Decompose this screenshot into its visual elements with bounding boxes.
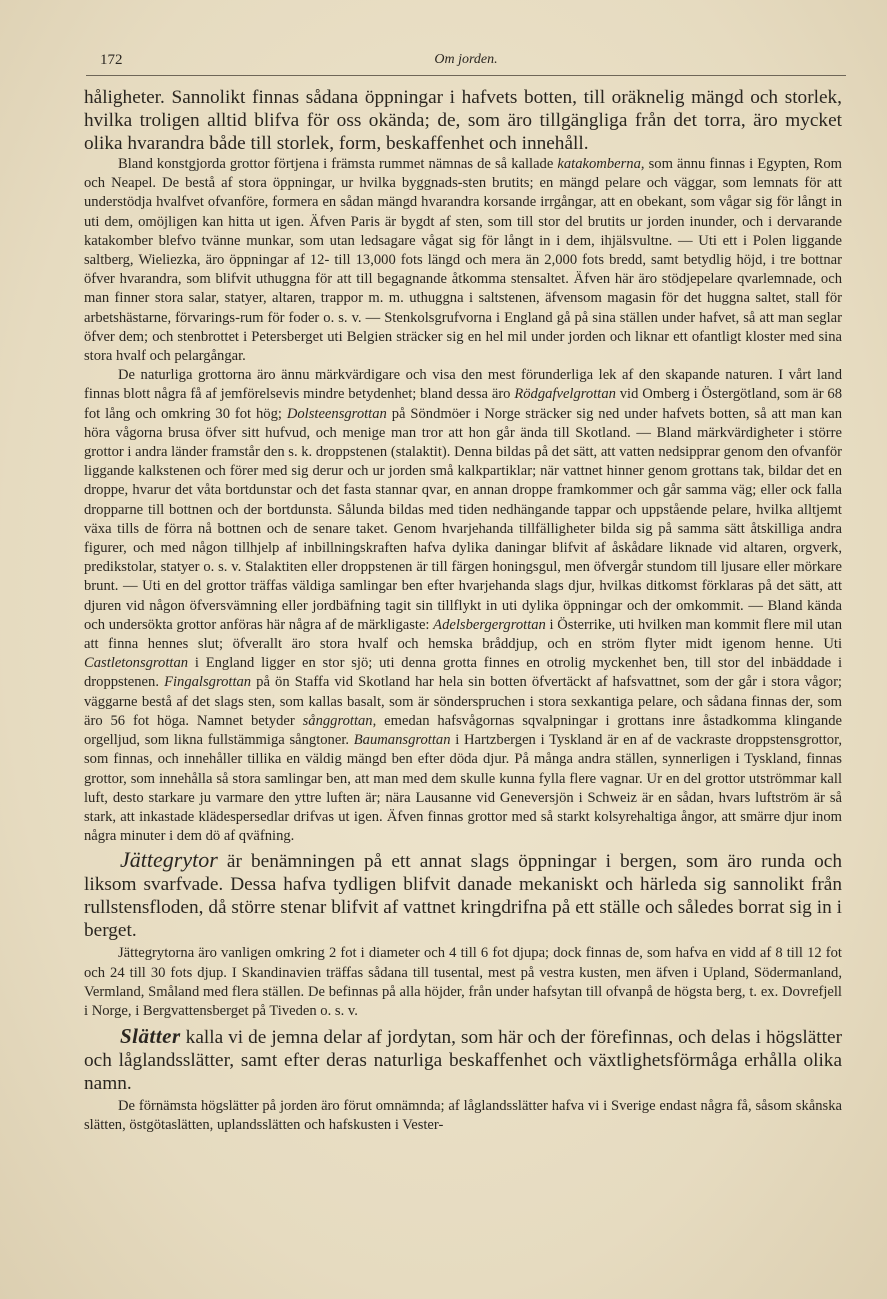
heading-slatter: Slätter [120, 1024, 181, 1049]
term-sanggrottan: sånggrottan [302, 712, 373, 729]
term-castletonsgrottan: Castletonsgrottan [84, 655, 189, 672]
paragraph-jattegrytor: Jättegrytor är benämningen på ett annat slags öppningar i bergen, som äro runda och liksom svarfvade. Dessa hafva tydligen blifvit danade mekaniskt och härleda sig sannolikt från rullstensfloden, då större stenar blifvit af vattnet kringdrifna på ett ställe och således borrat sig in i berget. [84, 847, 842, 942]
term-rodgafvelgrottan: Rödgafvelgrottan [514, 386, 616, 403]
running-title: Om jorden. [434, 52, 498, 67]
paragraph-naturliga-grottor: De naturliga grottorna äro ännu märkvärdigare och visa den mest förunderliga lek af den skapande naturen. I vårt land finnas blott några få af jemförelsevis mindre betydenhet; bland dessa äro Rödgafvelgrottan vid Omberg i Östergötland, som är 68 fot lång och omkring 30 fot hög; Dolsteensgrottan på Söndmöer i Norge sträcker sig ned under hafvets botten, så att man kan höra vågorna brusa öfver sitt hufvud, och menige man tror att hon går ända till Skotland. — Bland märkvärdigheter i större grottor i andra länder framstår den s. k. droppstenen (stalaktit). Denna bildas på det sätt, att vatten nedsipprar genom den ofvanför liggande kalkstenen och förer med sig derur och ur jorden små kalkpartiklar; när vattnet hinner genom grottans tak, bildar det en droppe, hvarur det våta bortdunstar och det fasta stannar qvar, en annan droppe framkommer och går samma väg; eller ock falla dropparne till bottnen och der bortdunsta. Sålunda bildas med tiden nedhängande tappar och uppstående pelare, hvilka alltjemt växa tills de förra nå bottnen och de senare taket. Genom hvarjehanda tillfälligheter bilda sig på samma sätt åtskilliga andra figurer, och med någon tillhjelp af inbillningskraften hafva dylika daningar blifvit af åskådare liknade vid altaren, orgverk, predikstolar, statyer o. s. v. Stalaktiten eller droppstenen är till färgen honingsgul, men öfvergår stundom till ljusare eller mörkare brunt. — Uti en del grottor träffas väldiga samlingar ben efter hvarjehanda slags djur, hvilkas ditkomst förklaras på det sätt, att djuren vid någon öfversvämning eller jordbäfning tagit sin tillflykt in uti dylika öppningar och der omkommit. — Bland kända och undersökta grottor anföras här några af de märkligaste: Adelsbergergrottan i Österrike, uti hvilken man kommit flere mil utan att finna hennes slut; öfverallt äro stora hvalf och hemska bråddjup, och en ström flyter midt igenom henne. Uti Castletonsgrottan i England ligger en stor sjö; uti denna grotta finnes en otrolig myckenhet ben, till stor del inbäddade i droppstenen. Fingalsgrottan på ön Staffa vid Skotland har hela sin botten öfvertäckt af hafsvattnet, som der går i stora vågor; väggarne bestå af det slags sten, som kallas basalt, som är sönderspruchen i stora sexkantiga pelare, och sådana finnas der, som äro 56 fot höga. Namnet betyder sånggrottan, emedan hafsvågornas sqvalpningar i grottans inre åstadkomma klingande orgelljud, som likna fullstämmiga sångtoner. Baumansgrottan i Hartzbergen i Tyskland är en af de vackraste droppstensgrottor, som finnas, och innehåller tillika en väldig mängd ben efter döda djur. På många andra ställen, synnerligen i Tyskland, finnas grottor, som innehålla så stora samlingar ben, att man med dem skulle kunna fylla flere vagnar. Ur en del grottor utströmmar kall luft, desto starkare ju varmare den yttre luften är; nära Lausanne vid Geneversjön i Schweiz är en sådan, hvars luftström är så stark, att inkastade klädespersedlar drifvas ut igen. Äfven finnas grottor med så starkt kolsyrehaltiga ångor, att smärre djur inom några minuter i dem dö af qväfning. [84, 367, 843, 845]
page-number: 172 [100, 52, 123, 68]
heading-jattegrytor: Jättegrytor [120, 847, 218, 873]
paragraph-slatter: Slätter kalla vi de jemna delar af jordytan, som här och der förefinnas, och delas i högslätter och låglandsslätter, samt efter deras naturliga beskaffenhet och växtlighetsförmåga erhålla olika namn. [84, 1024, 842, 1095]
paragraph-katakomber: Bland konstgjorda grottor förtjena i främsta rummet nämnas de så kallade katakomberna, som ännu finnas i Egypten, Rom och Neapel. De bestå af stora öppningar, ur hvilka byggnads-sten brutits; en mängd pelare och väggar, som lemnats för att understödja hvalfvet ofvanföre, formera en sådan mängd hvarandra korsande irrgångar, att en obekant, som vågar sig för långt in uti dem, omöjligen kan hitta ut igen. Äfven Paris är bygdt af sten, som till stor del brutits ur jorden inunder, och i dervarande katakomber blefvo tvänne munkar, som utan ledsagare vågat sig för långt in i dem, ihjälsvultne. — Uti ett i Polen liggande saltberg, Wieliezka, äro öppningar af 12- till 13,000 fots längd och mera än 2,000 fots bredd, samt betydlig höjd, i tre bottnar öfver hvarandra, som blifvit uthuggna för att till begagnande åtkomma stensaltet. Äfven här äro stödjepelare qvarlemnade, och man finner stora salar, statyer, altaren, trappor m. m. uthuggna i saltstenen, äfvensom magasin för det huggna saltet, stall för arbetshästarne, förvarings-rum för foder o. s. v. — Stenkolsgrufvorna i England gå på sina ställen under hafvet, så att man seglar öfver dem; och stenbrottet i Petersberget uti Belgien sträcker sig en hel mil under jorden och liknar ett ofantligt kloster med sina stora hvalf och pelargångar. [84, 156, 842, 365]
term-baumansgrottan: Baumansgrottan [353, 732, 451, 749]
paragraph-laglandsslatter: De förnämsta högslätter på jorden äro förut omnämnda; af låglandsslätter hafva vi i Sverige endast några få, såsom skånska slätten, östgötaslätten, uplandsslätten och hafskusten i Vester- [84, 1098, 842, 1134]
term-adelsbergergrottan: Adelsbergergrottan [433, 616, 546, 633]
page-body [84, 86, 842, 1136]
paragraph-jattegrytor-detail: Jättegrytorna äro vanligen omkring 2 fot i diameter och 4 till 6 fot djupa; dock finnas de, som hafva en vidd af 8 till 12 fot och 24 till 30 fots djup. I Skandinavien träffas sådana till tusental, mest på vestra kusten, men äfven i Upland, Södermanland, Vermland, Småland med flera ställen. De befinnas på alla höjder, från under hafsytan till ofvanpå de högsta berg, t. ex. Dovrefjell i Norge, i Bergvattensberget på Tiveden o. s. v. [84, 945, 842, 1019]
term-fingalsgrottan: Fingalsgrottan [164, 674, 252, 691]
header-rule [86, 75, 846, 76]
term-katakomberna: katakomberna [557, 156, 641, 172]
term-dolsteensgrottan: Dolsteensgrottan [286, 405, 387, 422]
paragraph-intro: håligheter. Sannolikt finnas sådana öppningar i hafvets botten, till oräknelig mängd och storlek, hvilka troligen alltid blifva för oss okända; de, som äro tillgängliga från det torra, äro mycket olika hvarandra både till storlek, form, beskaffenhet och innehåll. [84, 87, 842, 154]
page-header [86, 52, 846, 78]
